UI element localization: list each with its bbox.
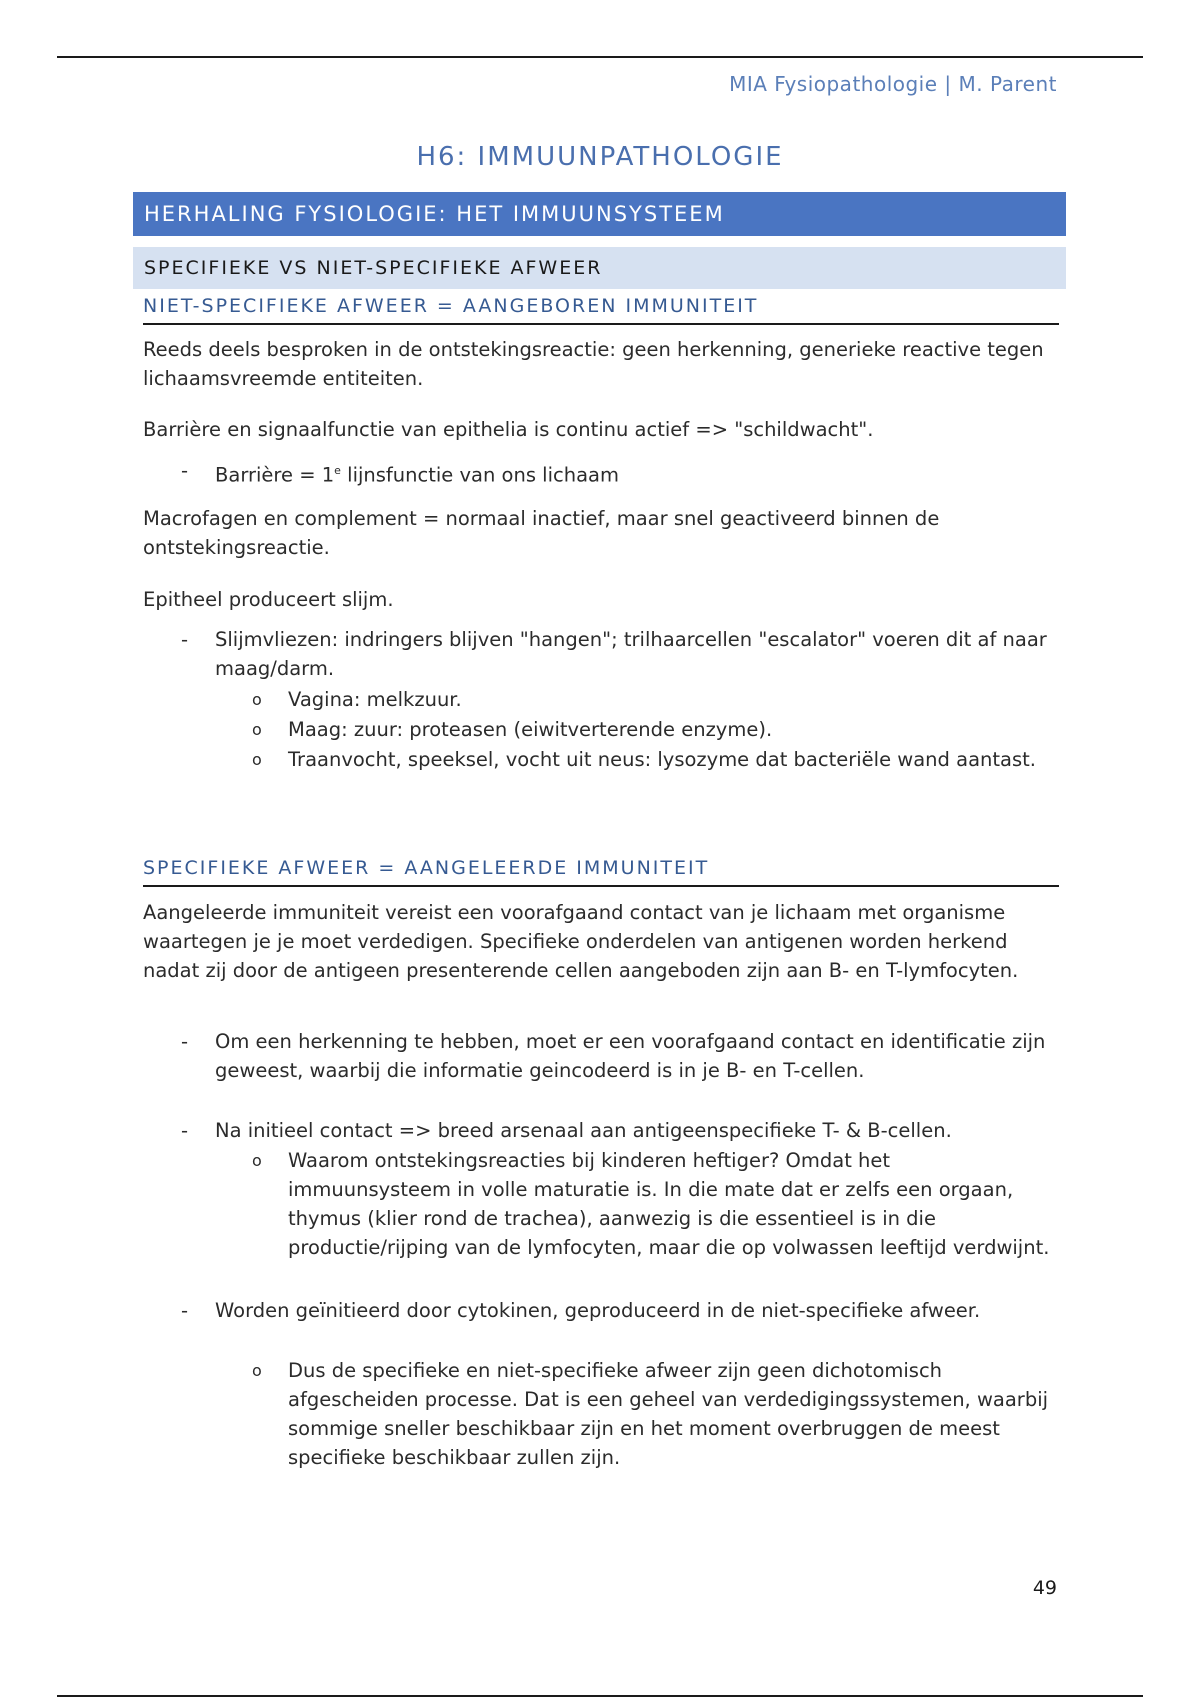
paragraph: Aangeleerde immuniteit vereist een voorafgaand contact van je lichaam met organisme waartegen je je moet verdedigen. Specifieke onderdelen van antigenen worden herkend nadat zij door de antigeen presenterende cellen aangeboden zijn aan B- en T-lymfocyten. <box>143 901 1019 982</box>
dash-bullet: - <box>181 1299 189 1322</box>
paragraph: Epitheel produceert slijm. <box>143 588 394 611</box>
list-item <box>181 1116 1060 1145</box>
section-heading-niet-specifiek: NIET-SPECIFIEKE AFWEER = AANGEBOREN IMMUNITEIT <box>143 295 1059 325</box>
chapter-title: H6: IMMUUNPATHOLOGIE <box>416 142 784 172</box>
sub-list-item <box>252 1146 1058 1262</box>
list-item <box>181 456 1060 490</box>
sub-list-item <box>252 1356 1058 1472</box>
heading-band-secondary: SPECIFIEKE VS NIET-SPECIFIEKE AFWEER <box>133 247 1066 289</box>
dash-bullet: - <box>181 1030 189 1053</box>
page-number: 49 <box>1032 1577 1057 1599</box>
list-item <box>181 1296 1060 1325</box>
paragraph: Macrofagen en complement = normaal inactief, maar snel geactiveerd binnen de ontstekingsreactie. <box>143 507 940 559</box>
bottom-rule <box>57 1695 1143 1697</box>
dash-bullet: - <box>181 628 189 651</box>
list-item <box>181 625 1060 683</box>
list-item-text: Worden geïnitieerd door cytokinen, geproduceerd in de niet-specifieke afweer. <box>215 1299 981 1322</box>
circle-bullet: o <box>252 1151 262 1170</box>
circle-bullet: o <box>252 720 262 739</box>
sub-list-item <box>252 715 1058 744</box>
running-header: MIA Fysiopathologie | M. Parent <box>729 72 1057 96</box>
sub-list-item-text: Vagina: melkzuur. <box>288 688 462 711</box>
sub-list-item-text: Traanvocht, speeksel, vocht uit neus: lysozyme dat bacteriële wand aantast. <box>288 748 1036 771</box>
list-item-text: Na initieel contact => breed arsenaal aan antigeenspecifieke T- & B-cellen. <box>215 1119 952 1142</box>
sub-list-item <box>252 745 1058 774</box>
top-rule <box>57 56 1143 58</box>
sub-list-item <box>252 685 1058 714</box>
circle-bullet: o <box>252 750 262 769</box>
list-item-text: Slijmvliezen: indringers blijven "hangen"; trilhaarcellen "escalator" voeren dit af naar maag/darm. <box>215 628 1047 680</box>
section-heading-specifiek: SPECIFIEKE AFWEER = AANGELEERDE IMMUNITEIT <box>143 857 1059 887</box>
list-item-text-pre: Barrière = 1 <box>215 463 335 487</box>
dash-bullet: - <box>181 459 189 482</box>
superscript: e <box>334 464 341 477</box>
circle-bullet: o <box>252 690 262 709</box>
sub-list-item-text: Maag: zuur: proteasen (eiwitverterende enzyme). <box>288 718 773 741</box>
dash-bullet: - <box>181 1119 189 1142</box>
list-item-text: Om een herkenning te hebben, moet er een voorafgaand contact en identificatie zijn geweest, waarbij die informatie geincodeerd is in je B- en T-cellen. <box>215 1030 1046 1082</box>
paragraph: Barrière en signaalfunctie van epithelia is continu actief => "schildwacht". <box>143 418 874 441</box>
sub-list-item-text: Waarom ontstekingsreacties bij kinderen heftiger? Omdat het immuunsysteem in volle maturatie is. In die mate dat er zelfs een orgaan, thymus (klier rond de trachea), aanwezig is die essentieel is in die productie/rijping van de lymfocyten, maar die op volwassen leeftijd verdwijnt. <box>288 1149 1050 1259</box>
circle-bullet: o <box>252 1361 262 1380</box>
list-item <box>181 1027 1060 1085</box>
sub-list-item-text: Dus de specifieke en niet-specifieke afweer zijn geen dichotomisch afgescheiden processe. Dat is een geheel van verdedigingssystemen, waarbij sommige sneller beschikbaar zijn en het moment overbruggen de meest specifieke beschikbaar zullen zijn. <box>288 1359 1049 1469</box>
heading-band-primary: HERHALING FYSIOLOGIE: HET IMMUUNSYSTEEM <box>133 192 1066 236</box>
paragraph: Reeds deels besproken in de ontstekingsreactie: geen herkenning, generieke reactive tegen lichaamsvreemde entiteiten. <box>143 338 1044 390</box>
list-item-text-post: lijnsfunctie van ons lichaam <box>340 463 619 487</box>
